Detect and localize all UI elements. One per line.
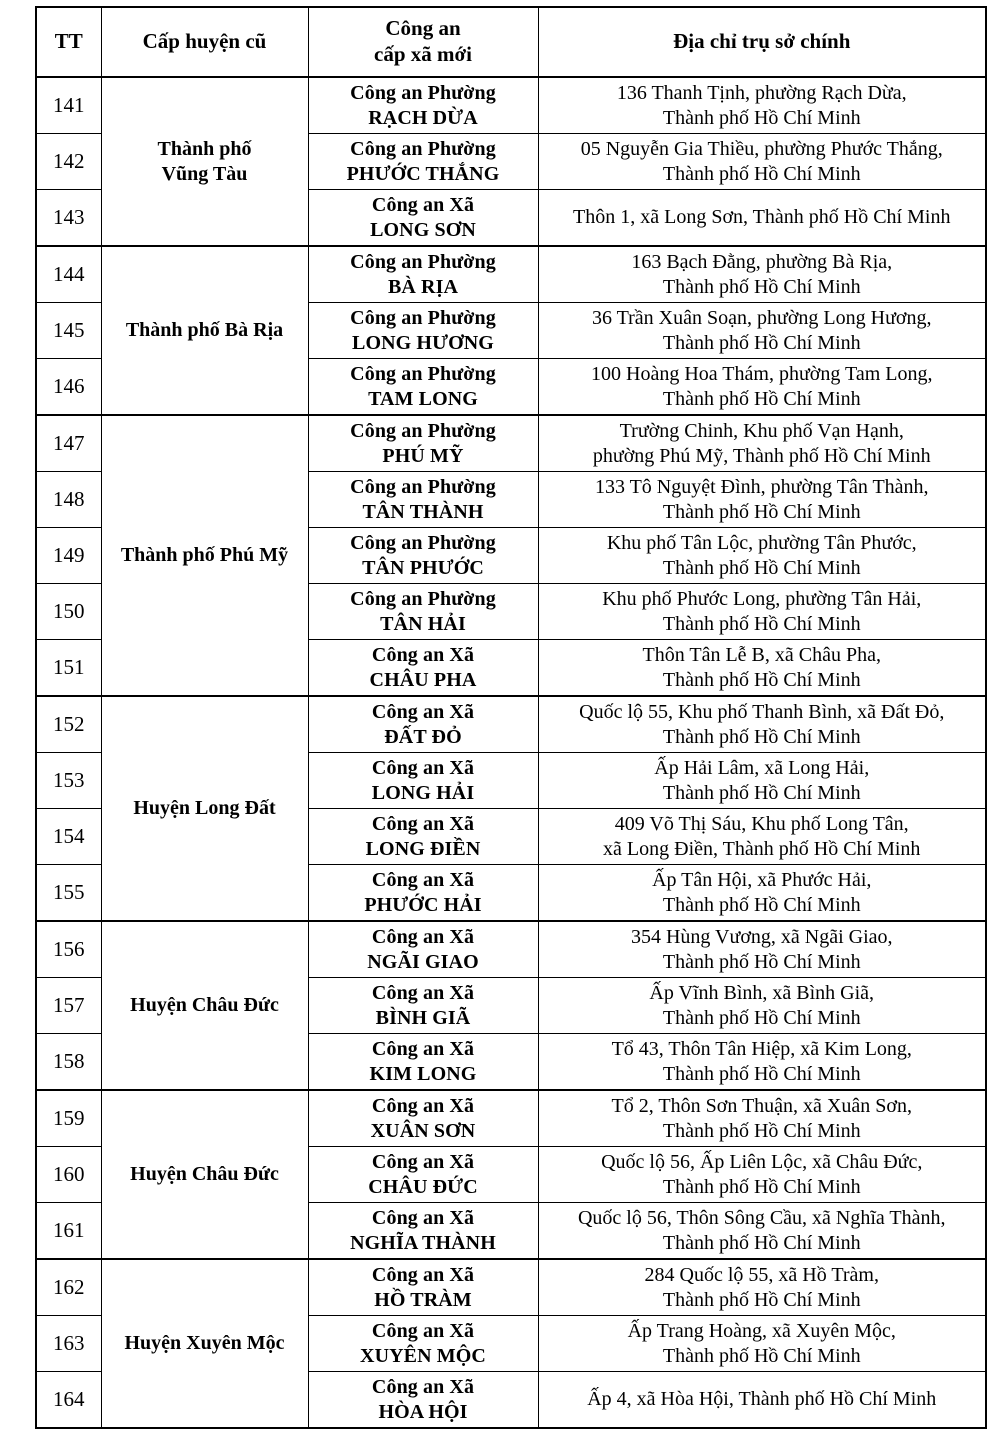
table-header: [36, 7, 986, 77]
cell-tt: 154: [36, 809, 101, 865]
cell-address: [538, 865, 986, 922]
cell-address: [538, 528, 986, 584]
district-line: Huyện Châu Đức: [130, 994, 279, 1017]
address-line: Thành phố Hồ Chí Minh: [662, 556, 861, 579]
cell-tt: 151: [36, 640, 101, 697]
address-line: Thành phố Hồ Chí Minh: [662, 331, 861, 354]
cell-tt: 145: [36, 303, 101, 359]
column-header-tt: [36, 7, 101, 77]
table-row: [36, 1090, 986, 1147]
cell-district-old: [101, 415, 308, 696]
cell-unit-new: [308, 528, 538, 584]
cell-tt: 157: [36, 978, 101, 1034]
cell-tt: 142: [36, 134, 101, 190]
cell-district-old: [101, 921, 308, 1090]
address-line: Thành phố Hồ Chí Minh: [662, 1175, 861, 1198]
unit-name-label: RẠCH DỪA: [368, 106, 478, 129]
district-line: Huyện Châu Đức: [130, 1163, 279, 1186]
cell-address: [538, 77, 986, 134]
district-line: Vũng Tàu: [161, 162, 248, 185]
cell-tt: 150: [36, 584, 101, 640]
cell-tt: 164: [36, 1372, 101, 1429]
address-line: Thành phố Hồ Chí Minh: [662, 668, 861, 691]
address-line: Ấp Hải Lâm, xã Long Hải,: [654, 757, 870, 780]
unit-type-label: Công an Phường: [350, 138, 496, 161]
unit-type-label: Công an Xã: [371, 1095, 475, 1118]
table-body: [36, 77, 986, 1428]
unit-type-label: Công an Xã: [371, 813, 475, 836]
cell-district-old: [101, 77, 308, 246]
cell-unit-new: [308, 1090, 538, 1147]
unit-name-label: KIM LONG: [369, 1062, 477, 1085]
cell-address: [538, 1259, 986, 1316]
cell-address: [538, 1203, 986, 1260]
cell-district-old: [101, 696, 308, 921]
unit-type-label: Công an Xã: [371, 1264, 475, 1287]
address-line: Thôn Tân Lễ B, xã Châu Pha,: [642, 644, 881, 667]
address-line: Thành phố Hồ Chí Minh: [662, 106, 861, 129]
cell-unit-new: [308, 1203, 538, 1260]
unit-name-label: LONG ĐIỀN: [365, 837, 481, 860]
address-line: Trường Chinh, Khu phố Vạn Hạnh,: [619, 420, 904, 443]
column-header-address-label: Địa chỉ trụ sở chính: [673, 29, 851, 54]
address-line: 284 Quốc lộ 55, xã Hồ Tràm,: [644, 1264, 879, 1287]
address-line: Khu phố Tân Lộc, phường Tân Phước,: [606, 532, 917, 555]
cell-unit-new: [308, 696, 538, 753]
cell-address: [538, 134, 986, 190]
unit-type-label: Công an Xã: [371, 1376, 475, 1399]
address-line: xã Long Điền, Thành phố Hồ Chí Minh: [603, 837, 921, 860]
unit-type-label: Công an Phường: [350, 307, 496, 330]
cell-address: [538, 303, 986, 359]
address-line: Ấp 4, xã Hòa Hội, Thành phố Hồ Chí Minh: [587, 1388, 937, 1411]
cell-tt: 162: [36, 1259, 101, 1316]
cell-address: [538, 1316, 986, 1372]
column-header-unit-new-line1: Công an: [385, 16, 461, 41]
address-line: 354 Hùng Vương, xã Ngãi Giao,: [630, 926, 893, 949]
address-line: Quốc lộ 55, Khu phố Thanh Bình, xã Đất Đỏ,: [579, 701, 945, 724]
cell-address: [538, 584, 986, 640]
cell-address: [538, 359, 986, 416]
unit-type-label: Công an Xã: [371, 1320, 475, 1343]
unit-type-label: Công an Xã: [371, 194, 475, 217]
cell-tt: 152: [36, 696, 101, 753]
table-row: [36, 921, 986, 978]
cell-district-old: [101, 246, 308, 415]
district-line: Huyện Xuyên Mộc: [124, 1332, 285, 1355]
cell-unit-new: [308, 753, 538, 809]
unit-name-label: LONG SƠN: [370, 218, 476, 241]
column-header-unit-new: [308, 7, 538, 77]
cell-unit-new: [308, 921, 538, 978]
table-row: [36, 77, 986, 134]
address-line: Thành phố Hồ Chí Minh: [662, 500, 861, 523]
cell-address: [538, 640, 986, 697]
address-line: Thành phố Hồ Chí Minh: [662, 1231, 861, 1254]
cell-unit-new: [308, 134, 538, 190]
unit-type-label: Công an Phường: [350, 476, 496, 499]
table-row: [36, 1259, 986, 1316]
address-line: phường Phú Mỹ, Thành phố Hồ Chí Minh: [592, 444, 931, 467]
cell-tt: 143: [36, 190, 101, 247]
cell-tt: 146: [36, 359, 101, 416]
cell-address: [538, 1090, 986, 1147]
unit-type-label: Công an Xã: [371, 1038, 475, 1061]
address-line: Quốc lộ 56, Ấp Liên Lộc, xã Châu Đức,: [601, 1151, 923, 1174]
address-line: Ấp Trang Hoàng, xã Xuyên Mộc,: [627, 1320, 896, 1343]
unit-name-label: HỒ TRÀM: [374, 1288, 472, 1311]
cell-unit-new: [308, 359, 538, 416]
address-line: Tổ 43, Thôn Tân Hiệp, xã Kim Long,: [611, 1038, 912, 1061]
column-header-unit-new-line2: cấp xã mới: [374, 42, 472, 66]
address-line: Khu phố Phước Long, phường Tân Hải,: [602, 588, 922, 611]
address-line: Thành phố Hồ Chí Minh: [662, 1288, 861, 1311]
unit-name-label: TÂN PHƯỚC: [362, 556, 484, 579]
unit-name-label: CHÂU PHA: [369, 668, 477, 691]
address-line: Thành phố Hồ Chí Minh: [662, 1119, 861, 1142]
cell-tt: 153: [36, 753, 101, 809]
cell-unit-new: [308, 77, 538, 134]
address-line: Ấp Tân Hội, xã Phước Hải,: [652, 869, 872, 892]
cell-tt: 147: [36, 415, 101, 472]
cell-unit-new: [308, 1316, 538, 1372]
cell-address: [538, 1372, 986, 1429]
address-line: Ấp Vĩnh Bình, xã Bình Giã,: [649, 982, 875, 1005]
unit-name-label: BÌNH GIÃ: [375, 1006, 471, 1029]
address-line: 136 Thanh Tịnh, phường Rạch Dừa,: [616, 82, 907, 105]
administrative-units-table: [35, 6, 987, 1429]
column-header-tt-label: TT: [54, 29, 83, 54]
column-header-district-old: [101, 7, 308, 77]
cell-tt: 159: [36, 1090, 101, 1147]
cell-unit-new: [308, 303, 538, 359]
cell-address: [538, 753, 986, 809]
cell-unit-new: [308, 809, 538, 865]
cell-unit-new: [308, 865, 538, 922]
cell-unit-new: [308, 978, 538, 1034]
unit-name-label: PHƯỚC HẢI: [364, 893, 482, 916]
unit-type-label: Công an Xã: [371, 644, 475, 667]
cell-tt: 144: [36, 246, 101, 303]
address-line: Thành phố Hồ Chí Minh: [662, 1006, 861, 1029]
unit-name-label: TÂN HẢI: [380, 612, 466, 635]
unit-name-label: NGHĨA THÀNH: [350, 1231, 496, 1254]
address-line: Thành phố Hồ Chí Minh: [662, 1344, 861, 1367]
cell-address: [538, 978, 986, 1034]
district-line: Huyện Long Đất: [133, 797, 276, 820]
address-line: Thành phố Hồ Chí Minh: [662, 1062, 861, 1085]
unit-name-label: ĐẤT ĐỎ: [384, 725, 462, 748]
cell-unit-new: [308, 415, 538, 472]
address-line: 163 Bạch Đằng, phường Bà Rịa,: [631, 251, 893, 274]
address-line: Thành phố Hồ Chí Minh: [662, 162, 861, 185]
address-line: Thành phố Hồ Chí Minh: [662, 893, 861, 916]
district-line: Thành phố Phú Mỹ: [120, 544, 289, 567]
address-line: Quốc lộ 56, Thôn Sông Cầu, xã Nghĩa Thành,: [577, 1207, 946, 1230]
address-line: Thành phố Hồ Chí Minh: [662, 725, 861, 748]
district-line: Thành phố Bà Rịa: [125, 319, 284, 342]
cell-district-old: [101, 1259, 308, 1428]
cell-address: [538, 190, 986, 247]
cell-unit-new: [308, 640, 538, 697]
unit-name-label: PHƯỚC THẮNG: [346, 162, 500, 185]
address-line: 133 Tô Nguyệt Đình, phường Tân Thành,: [594, 476, 929, 499]
cell-address: [538, 415, 986, 472]
cell-tt: 141: [36, 77, 101, 134]
address-line: Thành phố Hồ Chí Minh: [662, 950, 861, 973]
cell-tt: 163: [36, 1316, 101, 1372]
unit-type-label: Công an Xã: [371, 1207, 475, 1230]
column-header-district-old-label: Cấp huyện cũ: [142, 29, 267, 54]
address-line: Thành phố Hồ Chí Minh: [662, 612, 861, 635]
cell-tt: 155: [36, 865, 101, 922]
cell-address: [538, 921, 986, 978]
cell-address: [538, 246, 986, 303]
district-line: Thành phố: [157, 138, 252, 161]
cell-tt: 149: [36, 528, 101, 584]
address-line: Tổ 2, Thôn Sơn Thuận, xã Xuân Sơn,: [611, 1095, 912, 1118]
cell-unit-new: [308, 1372, 538, 1429]
unit-type-label: Công an Phường: [350, 588, 496, 611]
header-row: [36, 7, 986, 77]
table-row: [36, 246, 986, 303]
cell-unit-new: [308, 190, 538, 247]
address-line: Thành phố Hồ Chí Minh: [662, 275, 861, 298]
unit-name-label: NGÃI GIAO: [367, 950, 479, 973]
cell-address: [538, 1147, 986, 1203]
unit-type-label: Công an Phường: [350, 82, 496, 105]
unit-name-label: XUYÊN MỘC: [360, 1344, 486, 1367]
unit-type-label: Công an Phường: [350, 420, 496, 443]
unit-type-label: Công an Xã: [371, 926, 475, 949]
cell-address: [538, 696, 986, 753]
address-line: 100 Hoàng Hoa Thám, phường Tam Long,: [591, 363, 933, 386]
unit-type-label: Công an Xã: [371, 701, 475, 724]
cell-address: [538, 1034, 986, 1091]
address-line: 05 Nguyễn Gia Thiều, phường Phước Thắng,: [580, 138, 943, 161]
unit-name-label: TÂN THÀNH: [362, 500, 484, 523]
cell-unit-new: [308, 1147, 538, 1203]
cell-unit-new: [308, 584, 538, 640]
cell-address: [538, 472, 986, 528]
cell-district-old: [101, 1090, 308, 1259]
unit-name-label: CHÂU ĐỨC: [368, 1175, 478, 1198]
cell-unit-new: [308, 246, 538, 303]
cell-tt: 156: [36, 921, 101, 978]
cell-unit-new: [308, 472, 538, 528]
unit-type-label: Công an Xã: [371, 982, 475, 1005]
unit-type-label: Công an Xã: [371, 869, 475, 892]
cell-tt: 148: [36, 472, 101, 528]
unit-name-label: TAM LONG: [368, 387, 478, 410]
unit-name-label: LONG HƯƠNG: [352, 331, 494, 354]
cell-tt: 161: [36, 1203, 101, 1260]
unit-name-label: XUÂN SƠN: [370, 1119, 476, 1142]
unit-name-label: PHÚ MỸ: [382, 444, 464, 467]
column-header-address: [538, 7, 986, 77]
address-line: 409 Võ Thị Sáu, Khu phố Long Tân,: [614, 813, 909, 836]
unit-type-label: Công an Phường: [350, 251, 496, 274]
address-line: Thành phố Hồ Chí Minh: [662, 387, 861, 410]
unit-type-label: Công an Phường: [350, 532, 496, 555]
cell-unit-new: [308, 1034, 538, 1091]
unit-type-label: Công an Xã: [371, 1151, 475, 1174]
unit-name-label: HÒA HỘI: [378, 1400, 468, 1423]
address-line: Thôn 1, xã Long Sơn, Thành phố Hồ Chí Minh: [573, 206, 951, 229]
cell-tt: 158: [36, 1034, 101, 1091]
unit-name-label: BÀ RỊA: [387, 275, 459, 298]
unit-type-label: Công an Xã: [371, 757, 475, 780]
cell-address: [538, 809, 986, 865]
unit-type-label: Công an Phường: [350, 363, 496, 386]
table-row: [36, 696, 986, 753]
unit-name-label: LONG HẢI: [371, 781, 475, 804]
cell-tt: 160: [36, 1147, 101, 1203]
address-line: 36 Trần Xuân Soạn, phường Long Hương,: [591, 307, 932, 330]
cell-unit-new: [308, 1259, 538, 1316]
table-row: [36, 415, 986, 472]
address-line: Thành phố Hồ Chí Minh: [662, 781, 861, 804]
